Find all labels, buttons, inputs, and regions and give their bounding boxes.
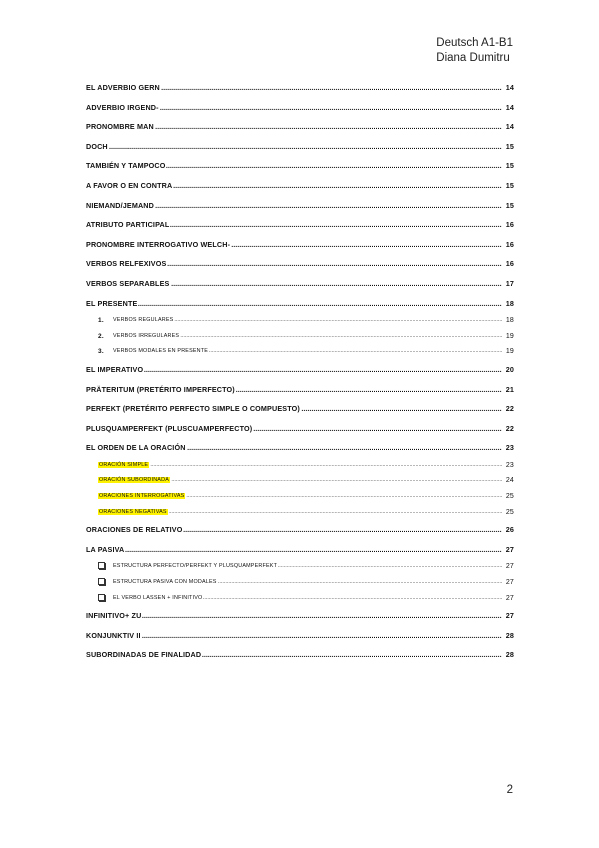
checkbox-bullet-icon <box>98 594 105 601</box>
toc-subentry[interactable] <box>86 459 514 475</box>
toc-entry[interactable] <box>86 138 514 158</box>
toc-entry[interactable] <box>86 627 514 647</box>
toc-entry[interactable] <box>86 216 514 236</box>
toc-page-number: 23 <box>505 461 514 469</box>
toc-subentry[interactable] <box>86 592 514 608</box>
checkbox-bullet-icon <box>98 578 105 585</box>
toc-page-number: 27 <box>505 579 514 587</box>
toc-entry[interactable] <box>86 118 514 138</box>
toc-title: PRONOMBRE MAN <box>86 122 154 132</box>
toc-page-number: 14 <box>505 83 514 92</box>
toc-title: SUBORDINADAS DE FINALIDAD <box>86 650 202 660</box>
toc-title <box>98 493 186 499</box>
toc-page-number: 16 <box>505 239 514 249</box>
toc-page-number: 15 <box>505 161 514 171</box>
toc-entry[interactable] <box>86 236 514 256</box>
toc-title: EL VERBO LASSEN + INFINITIVO <box>113 594 203 601</box>
dot-leader <box>86 545 502 554</box>
toc-page-number: 15 <box>505 180 514 190</box>
toc-page-number: 27 <box>505 611 514 621</box>
toc-title: ADVERBIO IRGEND- <box>86 102 159 112</box>
toc-page-number: 24 <box>505 477 514 485</box>
toc-title: A FAVOR O EN CONTRA <box>86 180 173 190</box>
toc-page-number: 26 <box>505 525 514 535</box>
toc-page-number: 18 <box>505 298 514 308</box>
list-number: 1. <box>98 317 104 325</box>
toc-entry[interactable] <box>86 177 514 197</box>
toc-page-number: 16 <box>505 259 514 269</box>
highlighted-title: ORACIÓN SIMPLE <box>99 461 149 468</box>
toc-title <box>98 462 150 468</box>
toc-entry[interactable] <box>86 295 514 315</box>
toc-entry[interactable] <box>86 646 514 666</box>
highlighted-title: ORACIONES NEGATIVAS <box>99 508 167 515</box>
toc-entry[interactable] <box>86 275 514 295</box>
dot-leader <box>86 631 502 640</box>
toc-entry[interactable] <box>86 541 514 561</box>
toc-page-number: 20 <box>505 364 514 374</box>
toc-title: VERBOS RELFEXIVOS <box>86 259 167 269</box>
toc-entry[interactable] <box>86 79 514 99</box>
toc-title: ESTRUCTURA PERFECTO/PERFEKT Y PLUSQUAMPERFEKT <box>113 563 278 570</box>
toc-entry[interactable] <box>86 420 514 440</box>
toc-title: VERBOS MODALES EN PRESENTE <box>113 348 209 355</box>
toc-title: LA PASIVA <box>86 544 125 554</box>
list-number: 3. <box>98 348 104 356</box>
dot-leader <box>86 365 502 374</box>
toc-title: DOCH <box>86 141 108 151</box>
toc-entry[interactable] <box>86 439 514 459</box>
header-author: Diana Dumitru <box>436 52 510 64</box>
toc-page-number: 22 <box>505 404 514 414</box>
toc-page-number: 18 <box>505 317 514 325</box>
toc-page-number: 15 <box>505 200 514 210</box>
toc-page-number: 27 <box>505 594 514 602</box>
toc-entry[interactable] <box>86 400 514 420</box>
toc-title <box>98 509 169 515</box>
toc-title: PRONOMBRE INTERROGATIVO WELCH- <box>86 239 231 249</box>
dot-leader <box>86 611 502 620</box>
highlighted-title: ORACIONES INTERROGATIVAS <box>99 493 185 500</box>
toc-entry[interactable] <box>86 157 514 177</box>
toc-subentry[interactable] <box>86 506 514 522</box>
toc-entry[interactable] <box>86 381 514 401</box>
toc-title: INFINITIVO+ ZU <box>86 611 142 621</box>
dot-leader <box>98 462 502 468</box>
toc-subentry[interactable] <box>86 560 514 576</box>
checkbox-bullet-icon <box>98 562 105 569</box>
header-course: Deutsch A1-B1 <box>436 37 513 49</box>
toc-title: TAMBIÉN Y TAMPOCO <box>86 161 166 171</box>
toc-entry[interactable] <box>86 521 514 541</box>
toc-page-number: 25 <box>505 493 514 501</box>
toc-title: PERFEKT (PRETÉRITO PERFECTO SIMPLE O COMPUESTO) <box>86 404 300 414</box>
toc-page-number: 19 <box>505 332 514 340</box>
toc-title: KONJUNKTIV II <box>86 630 141 640</box>
toc-page-number: 15 <box>505 141 514 151</box>
toc-page-number: 27 <box>505 544 514 554</box>
toc-subentry[interactable] <box>86 345 514 361</box>
toc-page-number: 19 <box>505 348 514 356</box>
toc-page-number: 22 <box>505 423 514 433</box>
toc-page-number: 28 <box>505 650 514 660</box>
toc-entry[interactable] <box>86 197 514 217</box>
toc-title: NIEMAND/JEMAND <box>86 200 154 210</box>
toc-title: EL IMPERATIVO <box>86 364 144 374</box>
toc-page-number: 16 <box>505 220 514 230</box>
toc-page-number: 28 <box>505 630 514 640</box>
toc-title: VERBOS SEPARABLES <box>86 278 170 288</box>
toc-page-number: 21 <box>505 384 514 394</box>
toc-page-number: 14 <box>505 102 514 112</box>
toc-title: EL ORDEN DE LA ORACIÓN <box>86 443 186 453</box>
toc-title: PLUSQUAMPERFEKT (PLUSCUAMPERFECTO) <box>86 423 253 433</box>
toc-page-number: 27 <box>505 563 514 571</box>
toc-title: EL ADVERBIO GERN <box>86 83 160 92</box>
page-number: 2 <box>506 784 513 796</box>
toc-subentry[interactable] <box>86 576 514 592</box>
toc-title <box>98 477 171 483</box>
toc-page-number: 25 <box>505 508 514 516</box>
toc-title: PRÄTERITUM (PRETÉRITO IMPERFECTO) <box>86 384 235 394</box>
highlighted-title: ORACIÓN SUBORDINADA <box>99 477 169 484</box>
toc-title: ORACIONES DE RELATIVO <box>86 525 183 535</box>
toc-entry[interactable] <box>86 255 514 275</box>
toc-subentry[interactable] <box>86 474 514 490</box>
toc-title: VERBOS IRREGULARES <box>113 332 180 339</box>
toc-entry[interactable] <box>86 99 514 119</box>
toc-page-number: 14 <box>505 122 514 132</box>
document-header <box>436 36 513 66</box>
toc-subentry[interactable] <box>86 314 514 330</box>
dot-leader <box>86 142 502 151</box>
list-number: 2. <box>98 332 104 340</box>
toc-subentry[interactable] <box>86 490 514 506</box>
dot-leader <box>86 299 502 308</box>
toc-page-number: 23 <box>505 443 514 453</box>
toc-page-number: 17 <box>505 278 514 288</box>
toc-subentry[interactable] <box>86 330 514 346</box>
toc-entry[interactable] <box>86 607 514 627</box>
toc-title: ATRIBUTO PARTICIPAL <box>86 220 170 230</box>
toc-title: EL PRESENTE <box>86 298 138 308</box>
toc-title: VERBOS REGULARES <box>113 317 174 324</box>
table-of-contents <box>86 79 514 666</box>
toc-entry[interactable] <box>86 361 514 381</box>
toc-title: ESTRUCTURA PASIVA CON MODALES <box>113 579 217 586</box>
